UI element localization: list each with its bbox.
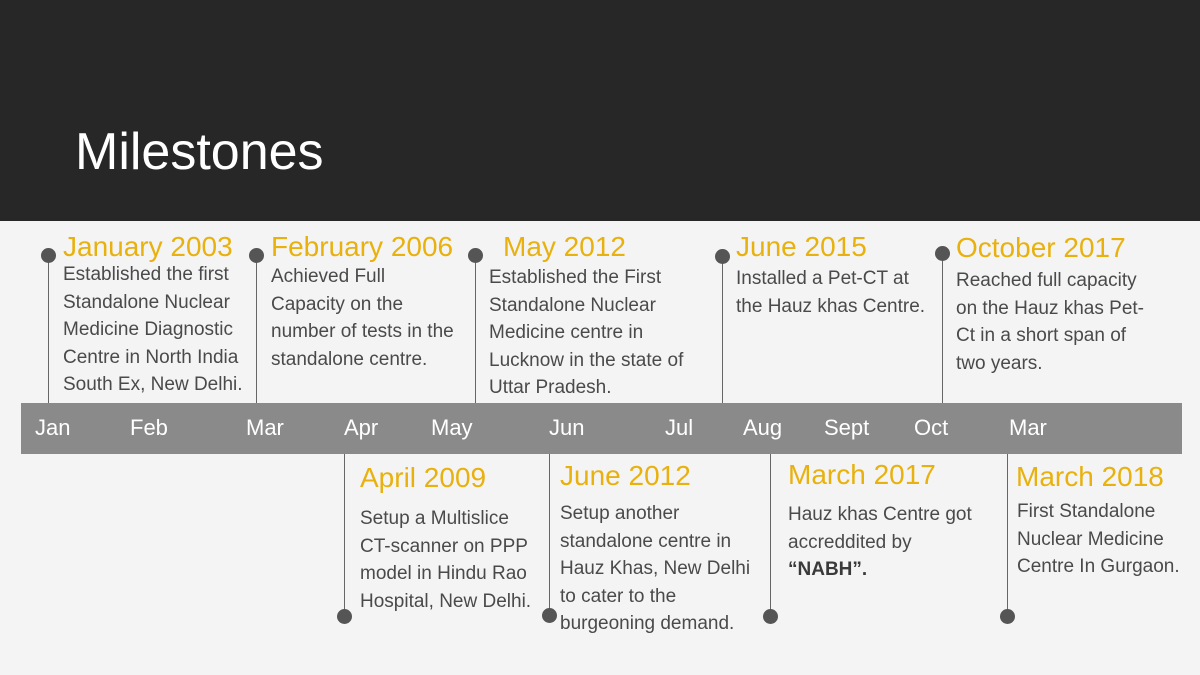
milestone-date: March 2018 [1016,461,1164,492]
milestone-date: May 2012 [503,231,626,262]
milestone-dot [468,248,483,263]
milestone-connector [1007,454,1008,616]
milestone-connector [475,256,476,403]
milestone-description: Setup another standalone centre in Hauz Khas, New Delhi to cater to the burgeoning demand. [560,503,751,634]
milestone-description: Setup a Multislice CT-scanner on PPP model in Hindu Rao Hospital, New Delhi. [360,508,532,612]
milestone-dot [337,609,352,624]
milestone-date: January 2003 [63,231,233,262]
milestone-description-text: Hauz khas Centre got accreddited by [788,504,972,553]
milestone-connector [256,256,257,403]
milestone-date: June 2012 [560,460,691,491]
month-label: Jun [549,415,585,440]
milestone-date: October 2017 [956,232,1126,263]
month-label: Jul [665,415,694,440]
milestone-date: June 2015 [736,231,867,262]
milestone-date: March 2017 [788,459,936,490]
milestone-dot [1000,609,1015,624]
slide-title: Milestones [75,123,324,181]
header-bar [0,0,1200,221]
month-label: Mar [1009,415,1047,440]
milestone-description: Established the first Standalone Nuclear Medicine Diagnostic Centre in North India South Ex, New Delhi. [63,264,243,395]
milestone-description [788,501,998,584]
accreditation-name: “NABH”. [788,559,868,580]
milestone-connector [942,254,943,403]
milestone-dot [715,249,730,264]
milestone-connector [549,454,550,615]
month-label: Feb [130,415,168,440]
month-label: Apr [344,415,379,440]
milestone-description: Reached full capacity on the Hauz khas Pet- Ct in a short span of two years. [956,270,1144,374]
month-label: Sept [824,415,870,440]
milestone-dot [41,248,56,263]
month-label: May [431,415,473,440]
milestone-dot [935,246,950,261]
month-label: Oct [914,415,949,440]
milestone-description: Installed a Pet-CT at the Hauz khas Centre. [736,268,926,317]
month-label: Mar [246,415,284,440]
milestone-connector [48,256,49,403]
milestone-connector [770,454,771,616]
milestone-date: February 2006 [271,231,454,262]
month-label: Jan [35,415,71,440]
milestone-dot [763,609,778,624]
milestone-description: Established the First Standalone Nuclear Medicine centre in Lucknow in the state of Uttar Pradesh. [489,267,684,398]
milestone-description: Achieved Full Capacity on the number of tests in the standalone centre. [271,266,454,370]
month-label: Aug [743,415,783,440]
milestone-description: First Standalone Nuclear Medicine Centre In Gurgaon. [1017,501,1180,577]
milestone-connector [722,257,723,403]
milestone-dot [542,608,557,623]
milestone-dot [249,248,264,263]
milestone-date: April 2009 [360,462,487,493]
timeline-band [21,403,1182,454]
milestone-connector [344,454,345,616]
